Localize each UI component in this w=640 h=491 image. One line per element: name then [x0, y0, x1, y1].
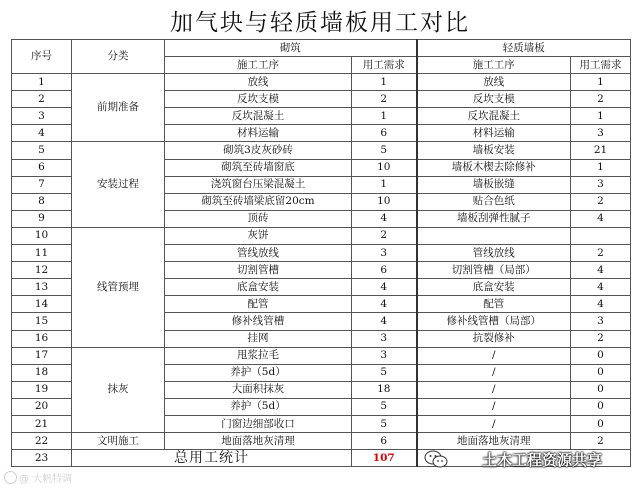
cell-masonry-process: 地面落地灰清理: [165, 433, 352, 450]
cell-masonry-process: 反坎混凝土: [165, 108, 352, 125]
cell-total-label: 总用工统计: [72, 450, 352, 467]
cell-masonry-process: 反坎支模: [165, 91, 352, 108]
cell-wallboard-labor: 3: [571, 176, 631, 193]
cell-masonry-labor: 10: [352, 193, 417, 210]
header-masonry: 砌筑: [165, 40, 417, 57]
watermark: @ 大帆特调: [4, 470, 72, 485]
cell-masonry-process: 底盒安装: [165, 279, 352, 296]
cell-masonry-process: 放线: [165, 74, 352, 91]
cell-masonry-process: 门窗边细部收口: [165, 415, 352, 432]
table-row: [12, 74, 631, 91]
cell-masonry-process: 灰饼: [165, 227, 352, 244]
cell-wallboard-process: /: [417, 381, 571, 398]
cell-seq: 9: [12, 210, 72, 227]
cell-wallboard-labor: 0: [571, 381, 631, 398]
cell-masonry-labor: 5: [352, 415, 417, 432]
cell-seq: 18: [12, 364, 72, 381]
cell-masonry-labor: 4: [352, 279, 417, 296]
cell-seq: 10: [12, 227, 72, 244]
cell-wallboard-labor: 4: [571, 279, 631, 296]
cell-wallboard-labor: 0: [571, 398, 631, 415]
table-row: [12, 142, 631, 159]
cell-wallboard-labor: 1: [571, 108, 631, 125]
header-row-group: [12, 40, 631, 57]
watermark-icon: [4, 471, 17, 484]
cell-seq: 2: [12, 91, 72, 108]
cell-wallboard-process: 墙板嵌缝: [417, 176, 571, 193]
cell-masonry-labor: 3: [352, 347, 417, 364]
cell-masonry-labor: 4: [352, 296, 417, 313]
cell-wallboard-process: 地面落地灰清理: [417, 433, 571, 450]
cell-wallboard-process: 切割管槽（局部）: [417, 262, 571, 279]
header-masonry-process: 施工工序: [165, 57, 352, 74]
cell-masonry-process: 管线放线: [165, 245, 352, 262]
cell-wallboard-labor: 21: [571, 142, 631, 159]
cell-wallboard-process: 反坎混凝土: [417, 108, 571, 125]
cell-wallboard-labor: 3: [571, 125, 631, 142]
cell-wallboard-labor: 2: [571, 433, 631, 450]
cell-wallboard-labor: 2: [571, 193, 631, 210]
cell-masonry-process: 大面积抹灰: [165, 381, 352, 398]
cell-wallboard-labor: 0: [571, 364, 631, 381]
cell-masonry-labor: 3: [352, 330, 417, 347]
cell-seq: 20: [12, 398, 72, 415]
cell-seq: 15: [12, 313, 72, 330]
cell-masonry-process: 修补线管槽: [165, 313, 352, 330]
header-masonry-labor: 用工需求: [352, 57, 417, 74]
cell-wallboard-process: 配管: [417, 296, 571, 313]
cell-masonry-process: 甩浆拉毛: [165, 347, 352, 364]
cell-wallboard-labor: 4: [571, 296, 631, 313]
cell-masonry-labor: 1: [352, 74, 417, 91]
cell-masonry-labor: 6: [352, 433, 417, 450]
cell-wallboard-labor: 4: [571, 262, 631, 279]
cell-wallboard-process: 底盒安装: [417, 279, 571, 296]
cell-wallboard-labor: 1: [571, 74, 631, 91]
header-wallboard-process: 施工工序: [417, 57, 571, 74]
cell-masonry-process: 砌筑3皮灰砂砖: [165, 142, 352, 159]
cell-masonry-process: 挂网: [165, 330, 352, 347]
watermark-text: 大帆特调: [32, 474, 73, 485]
cell-wallboard-labor: 0: [571, 347, 631, 364]
wechat-icon: [424, 450, 448, 468]
cell-seq: 12: [12, 262, 72, 279]
cell-wallboard-labor: 2: [571, 91, 631, 108]
cell-masonry-labor: 5: [352, 398, 417, 415]
cell-wallboard-process: 贴合色纸: [417, 193, 571, 210]
cell-masonry-process: 砌筑至砖墙窗底: [165, 159, 352, 176]
cell-seq: 1: [12, 74, 72, 91]
cell-masonry-process: 养护（5d）: [165, 398, 352, 415]
cell-seq: 14: [12, 296, 72, 313]
cell-wallboard-process: 反坎支模: [417, 91, 571, 108]
cell-seq: 4: [12, 125, 72, 142]
cell-wallboard-process: /: [417, 398, 571, 415]
header-category: 分类: [72, 40, 165, 74]
cell-seq: 5: [12, 142, 72, 159]
cell-masonry-labor: 2: [352, 91, 417, 108]
cell-seq: 7: [12, 176, 72, 193]
cell-category: 抹灰: [72, 347, 165, 432]
page-title: 加气块与轻质墙板用工对比: [170, 10, 470, 36]
cell-masonry-labor: 3: [352, 245, 417, 262]
cell-masonry-labor: 1: [352, 176, 417, 193]
cell-wallboard-process: 放线: [417, 74, 571, 91]
cell-wallboard-labor: 4: [571, 210, 631, 227]
cell-masonry-process: 材料运输: [165, 125, 352, 142]
cell-category: 前期准备: [72, 74, 165, 142]
cell-masonry-process: 砌筑至砖墙梁底留20cm: [165, 193, 352, 210]
cell-masonry-labor: 6: [352, 262, 417, 279]
cell-seq: 16: [12, 330, 72, 347]
cell-masonry-labor: 18: [352, 381, 417, 398]
cell-masonry-labor: 4: [352, 210, 417, 227]
cell-category: 安装过程: [72, 142, 165, 227]
cell-masonry-process: 切割管槽: [165, 262, 352, 279]
labor-comparison-table: [11, 39, 631, 467]
cell-masonry-labor: 2: [352, 227, 417, 244]
cell-seq: 22: [12, 433, 72, 450]
cell-wallboard-process: 墙板刮弹性腻子: [417, 210, 571, 227]
cell-wallboard-process: 墙板安装: [417, 142, 571, 159]
brand-text: 土木工程资源共享: [482, 451, 603, 469]
brand-badge: [424, 447, 638, 471]
cell-wallboard-labor: 2: [571, 245, 631, 262]
cell-category: 文明施工: [72, 433, 165, 450]
cell-wallboard-process: 修补线管槽（局部）: [417, 313, 571, 330]
cell-wallboard-process: /: [417, 347, 571, 364]
cell-seq: 8: [12, 193, 72, 210]
cell-total-value: 107: [352, 450, 417, 467]
cell-seq: 17: [12, 347, 72, 364]
cell-masonry-process: 浇筑窗台压梁混凝土: [165, 176, 352, 193]
cell-seq: 13: [12, 279, 72, 296]
cell-wallboard-process: 墙板木楔去除修补: [417, 159, 571, 176]
header-wallboard-labor: 用工需求: [571, 57, 631, 74]
cell-wallboard-process: [417, 227, 571, 244]
table-row: [12, 347, 631, 364]
cell-wallboard-process: 材料运输: [417, 125, 571, 142]
cell-wallboard-process: 管线放线: [417, 245, 571, 262]
cell-seq: 19: [12, 381, 72, 398]
cell-masonry-labor: 5: [352, 364, 417, 381]
cell-seq: 6: [12, 159, 72, 176]
table-row: [12, 227, 631, 244]
header-wallboard: 轻质墙板: [417, 40, 631, 57]
cell-wallboard-labor: 0: [571, 415, 631, 432]
cell-wallboard-labor: 3: [571, 313, 631, 330]
cell-masonry-labor: 1: [352, 108, 417, 125]
cell-masonry-labor: 6: [352, 125, 417, 142]
cell-total-seq: 23: [12, 450, 72, 467]
cell-wallboard-labor: [571, 227, 631, 244]
cell-wallboard-labor: 2: [571, 330, 631, 347]
cell-wallboard-process: 抗裂修补: [417, 330, 571, 347]
cell-seq: 11: [12, 245, 72, 262]
cell-masonry-labor: 5: [352, 142, 417, 159]
cell-category: 线管预埋: [72, 227, 165, 347]
header-seq: 序号: [12, 40, 72, 74]
cell-seq: 3: [12, 108, 72, 125]
cell-masonry-process: 顶砖: [165, 210, 352, 227]
cell-wallboard-process: /: [417, 364, 571, 381]
cell-masonry-labor: 10: [352, 159, 417, 176]
cell-wallboard-process: /: [417, 415, 571, 432]
cell-masonry-process: 配管: [165, 296, 352, 313]
cell-masonry-process: 养护（5d）: [165, 364, 352, 381]
cell-seq: 21: [12, 415, 72, 432]
cell-masonry-labor: 4: [352, 313, 417, 330]
cell-wallboard-labor: 1: [571, 159, 631, 176]
